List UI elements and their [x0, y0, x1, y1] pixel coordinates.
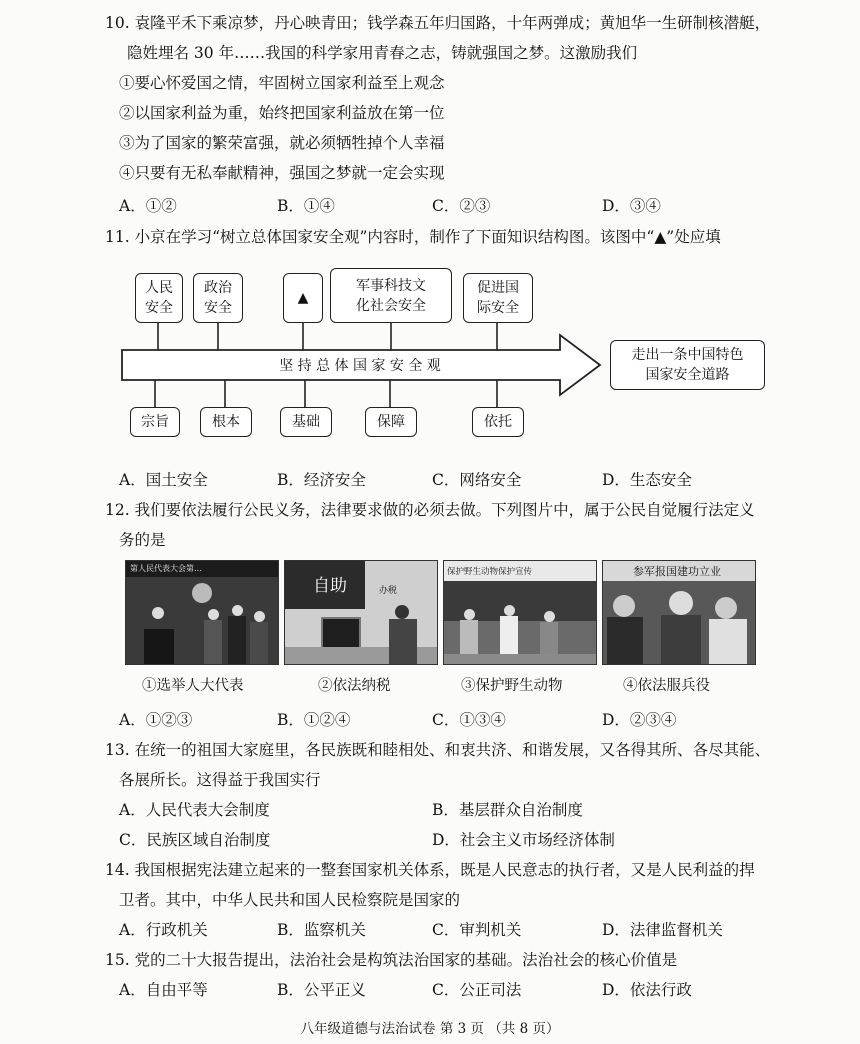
box-purpose-text: 宗旨 [141, 414, 169, 430]
photo-military-banner: 参军报国建功立业 [633, 565, 721, 578]
q13-option-a[interactable]: A．人民代表大会制度 [119, 801, 270, 819]
q11-option-d[interactable]: D．生态安全 [602, 471, 692, 489]
box-foundation-root [200, 407, 252, 437]
photo-tax [284, 560, 438, 665]
q14-option-c[interactable]: C．审判机关 [432, 921, 522, 939]
photo-election-banner: 第人民代表大会第… [130, 564, 202, 573]
box-international-security-text: 促进国 际安全 [477, 280, 519, 316]
q10-option-c[interactable]: C．②③ [432, 197, 491, 215]
q10-item-4: ④只要有无私奉献精神，强国之梦就一定会实现 [119, 164, 445, 182]
q14-option-d[interactable]: D．法律监督机关 [602, 921, 723, 939]
q12-option-c[interactable]: C．①③④ [432, 711, 506, 729]
q12-stem-line1: 12. 我们要依法履行公民义务，法律要求做的必须去做。下列图片中，属于公民自觉履行法定义 [105, 501, 755, 519]
q11-option-b[interactable]: B．经济安全 [277, 471, 366, 489]
box-basis [280, 407, 332, 437]
box-support [472, 407, 524, 437]
box-military-tech-culture-text: 军事科技文 化社会安全 [356, 277, 426, 314]
q12-stem-line2: 务的是 [119, 531, 166, 549]
q10-stem-line1: 10. 袁隆平禾下乘凉梦，丹心映青田；钱学森五年归国路，十年两弹成；黄旭华一生研制核潜艇， [105, 14, 771, 32]
photo-military [602, 560, 756, 665]
caption-wildlife: ③保护野生动物 [461, 678, 563, 694]
box-purpose [130, 407, 180, 437]
q11-option-c[interactable]: C．网络安全 [432, 471, 522, 489]
box-international-security [463, 273, 533, 323]
q12-option-a[interactable]: A．①②③ [119, 711, 193, 729]
q15-stem: 15. 党的二十大报告提出，法治社会是构筑法治国家的基础。法治社会的核心价值是 [105, 951, 678, 969]
photo-election [125, 560, 279, 665]
caption-military: ④依法服兵役 [623, 678, 710, 694]
q10-option-a[interactable]: A．①② [119, 197, 177, 215]
q14-stem-line2: 卫者。其中，中华人民共和国人民检察院是国家的 [119, 891, 461, 909]
q11-option-a[interactable]: A．国土安全 [119, 471, 208, 489]
box-people-security [135, 273, 183, 323]
photo-wildlife [443, 560, 597, 665]
photo-wildlife-banner: 保护野生动物保护宣传 [447, 567, 533, 577]
computer-screen [321, 617, 361, 649]
page-footer: 八年级道德与法治试卷 第 3 页 （共 8 页） [300, 1021, 560, 1037]
q13-stem-line1: 13. 在统一的祖国大家庭里，各民族既和睦相处、和衷共济、和谐发展，又各得其所、各尽其能、 [105, 741, 771, 759]
q10-option-d[interactable]: D．③④ [602, 197, 661, 215]
box-result-road-text: 走出一条中国特色 国家安全道路 [631, 347, 744, 383]
box-political-security-text: 政治 安全 [204, 280, 232, 316]
box-foundation-root-text: 根本 [212, 414, 240, 430]
q10-item-1: ①要心怀爱国之情，牢固树立国家利益至上观念 [119, 74, 445, 92]
box-support-text: 依托 [484, 414, 512, 430]
q14-stem-line1: 14. 我国根据宪法建立起来的一整套国家机关体系，既是人民意志的执行者，又是人民利益的捍 [105, 861, 755, 879]
q13-option-c[interactable]: C．民族区域自治制度 [119, 831, 271, 849]
box-result-road [610, 340, 765, 390]
box-guarantee [365, 407, 417, 437]
emblem-icon [192, 583, 212, 603]
q15-option-a[interactable]: A．自由平等 [119, 981, 208, 999]
q12-option-b[interactable]: B．①②④ [277, 711, 351, 729]
box-political-security [193, 273, 243, 323]
caption-tax: ②依法纳税 [318, 678, 391, 694]
q13-stem-line2: 各展所长。这得益于我国实行 [119, 771, 321, 789]
q10-item-2: ②以国家利益为重，始终把国家利益放在第一位 [119, 104, 445, 122]
q15-option-b[interactable]: B．公平正义 [277, 981, 366, 999]
box-blank-triangle [283, 273, 323, 323]
q11-stem: 11. 小京在学习“树立总体国家安全观”内容时，制作了下面知识结构图。该图中“▲”处应填 [105, 228, 721, 246]
arrow-label: 坚 持 总 体 国 家 安 全 观 [279, 358, 441, 374]
box-blank-triangle-text: ▲ [297, 290, 309, 306]
box-basis-text: 基础 [292, 414, 320, 430]
q13-option-d[interactable]: D．社会主义市场经济体制 [432, 831, 615, 849]
q15-option-c[interactable]: C．公正司法 [432, 981, 522, 999]
caption-election: ①选举人大代表 [142, 678, 244, 694]
box-military-tech-culture-security [330, 268, 452, 323]
photo-tax-self-service: 自助 [313, 576, 347, 596]
q10-stem-line2: 隐姓埋名 30 年……我国的科学家用青春之志，铸就强国之梦。这激励我们 [127, 44, 638, 62]
q12-option-d[interactable]: D．②③④ [602, 711, 677, 729]
photo-tax-sign: 办税 [379, 586, 398, 596]
q14-option-b[interactable]: B．监察机关 [277, 921, 366, 939]
podium [144, 629, 174, 665]
box-people-security-text: 人民 安全 [145, 280, 173, 316]
box-guarantee-text: 保障 [377, 414, 405, 430]
q13-option-b[interactable]: B．基层群众自治制度 [432, 801, 583, 819]
q10-option-b[interactable]: B．①④ [277, 197, 335, 215]
q10-item-3: ③为了国家的繁荣富强，就必须牺牲掉个人幸福 [119, 134, 445, 152]
diagram-arrow-graphic [0, 0, 860, 460]
q15-option-d[interactable]: D．依法行政 [602, 981, 692, 999]
q14-option-a[interactable]: A．行政机关 [119, 921, 208, 939]
